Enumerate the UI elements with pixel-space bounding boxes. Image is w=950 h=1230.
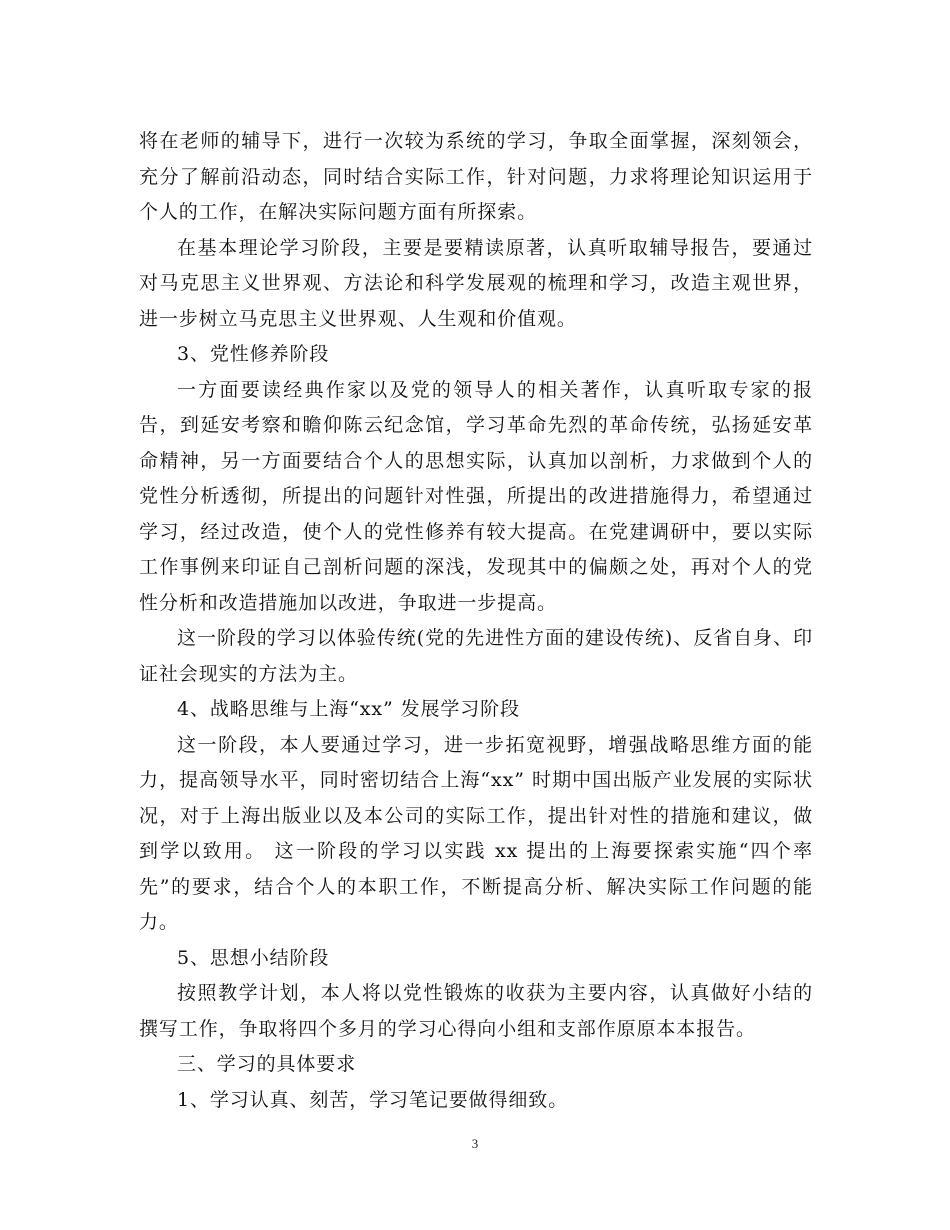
page-number: 3 (471, 1136, 479, 1151)
heading-summary-stage: 5、思想小结阶段 (177, 946, 330, 969)
document-body (139, 124, 813, 1118)
paragraph-party-cultivation: 一方面要读经典作家以及党的领导人的相关著作，认真听取专家的报告，到延安考察和瞻仰陈云纪念馆，学习革命先烈的革命传统，弘扬延安革命精神，另一方面要结合个人的思想实际，认真加以剖析，力求做到个人的党性分析透彻，所提出的问题针对性强，所提出的改进措施得力，希望通过学习，经过改造，使个人的党性修养有较大提高。在党建调研中，要以实际工作事例来印证自己剖析问题的深浅，发现其中的偏颇之处，再对个人的党性分析和改造措施加以改进，争取进一步提高。 (139, 378, 813, 614)
paragraph-strategic-thinking: 这一阶段，本人要通过学习，进一步拓宽视野，增强战略思维方面的能力，提高领导水平，同时密切结合上海“xx” 时期中国出版产业发展的实际状况，对于上海出版业以及本公司的实际工作，提出针对性的措施和建议，做到学以致用。 这一阶段的学习以实践 xx 提出的上海要探索实施“四个率先”的要求，结合个人的本职工作，不断提高分析、解决实际工作问题的能力。 (139, 733, 813, 933)
heading-specific-requirements: 三、学习的具体要求 (177, 1053, 357, 1075)
paragraph-continuation: 将在老师的辅导下，进行一次较为系统的学习，争取全面掌握，深刻领会，充分了解前沿动态，同时结合实际工作，针对问题，力求将理论知识运用于个人的工作，在解决实际问题方面有所探索。 (139, 130, 813, 223)
requirement-item-1: 1、学习认真、刻苦，学习笔记要做得细致。 (177, 1088, 569, 1111)
heading-strategic-thinking: 4、战略思维与上海“xx” 发展学习阶段 (177, 698, 520, 720)
paragraph-stage-method: 这一阶段的学习以体验传统(党的先进性方面的建设传统)、反省自身、印证社会现实的方法为主。 (139, 627, 813, 685)
paragraph-basic-theory: 在基本理论学习阶段，主要是要精读原著，认真听取辅导报告，要通过对马克思主义世界观、方法论和科学发展观的梳理和学习，改造主观世界，进一步树立马克思主义世界观、人生观和价值观。 (139, 236, 813, 330)
paragraph-summary-stage: 按照教学计划，本人将以党性锻炼的收获为主要内容，认真做好小结的撰写工作，争取将四个多月的学习心得向小组和支部作原原本本报告。 (139, 982, 813, 1040)
heading-party-cultivation: 3、党性修养阶段 (177, 343, 330, 365)
